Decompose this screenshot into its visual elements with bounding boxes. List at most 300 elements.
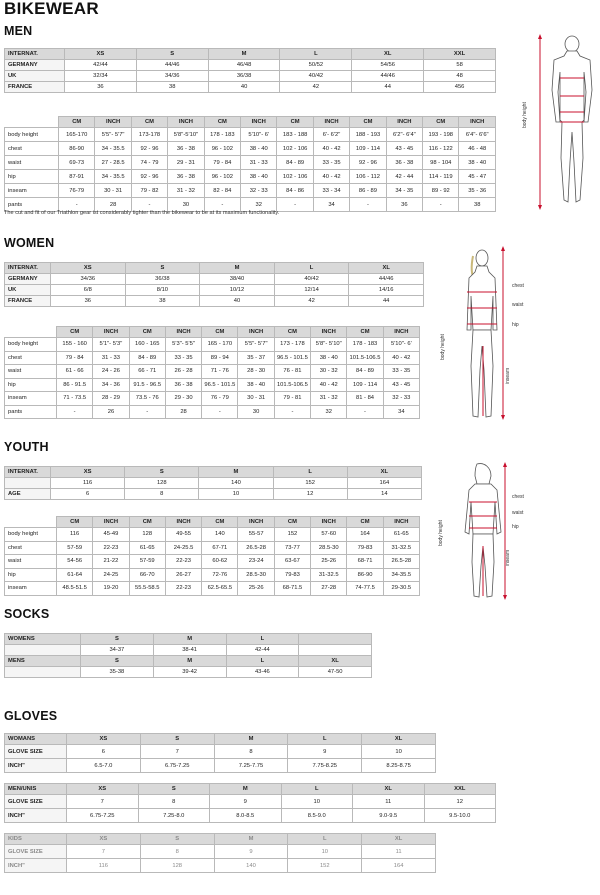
header-cell: INTERNAT. [5, 467, 51, 478]
cell: 24 - 26 [93, 365, 129, 379]
row-label: GERMANY [5, 274, 51, 285]
cell: 28 - 30 [238, 365, 274, 379]
cell: - [202, 405, 238, 419]
cell: - [204, 198, 240, 212]
cell: 47-50 [299, 667, 372, 678]
row-label: body height [5, 338, 57, 352]
table-row [5, 478, 422, 489]
table-row [5, 859, 436, 873]
cell: 33 - 35 [383, 365, 419, 379]
cell: 29 - 30 [165, 392, 201, 406]
cell: 86 - 91.5 [57, 378, 93, 392]
cell: 183 - 188 [277, 128, 313, 142]
cell: 7 [67, 845, 141, 859]
cell: 40 - 42 [313, 142, 349, 156]
cell: 164 [347, 528, 383, 542]
cell: - [350, 198, 386, 212]
cell: 22-23 [165, 582, 201, 596]
cell: 31-32.5 [383, 541, 419, 555]
cell: 164 [362, 859, 436, 873]
cell: 8.5-9.0 [281, 809, 353, 823]
cell: 7.25-8.0 [138, 809, 210, 823]
table-row [5, 645, 372, 656]
header-cell: CM [347, 517, 383, 528]
cell: 6.75-7.25 [140, 759, 214, 773]
cell: 48 [424, 71, 496, 82]
cell: 62.5-65.5 [202, 582, 238, 596]
row-label: inseam [5, 582, 57, 596]
header-cell: CM [129, 517, 165, 528]
cell: 96.5 - 101.5 [202, 378, 238, 392]
cell: 5'10"- 6' [241, 128, 277, 142]
cell: 31 - 33 [241, 156, 277, 170]
cell: 50/52 [280, 60, 352, 71]
cell: 116 [51, 478, 125, 489]
cell: 42-44 [226, 645, 299, 656]
men-heading: MEN [4, 24, 33, 38]
cell: 102 - 106 [277, 170, 313, 184]
row-label: pants [5, 198, 59, 212]
cell: 28.5-30 [311, 541, 347, 555]
header-cell: XS [67, 734, 141, 745]
cell: 96.5 - 101.5 [274, 351, 310, 365]
cell: 14/16 [349, 285, 424, 296]
cell: 9.5-10.0 [424, 809, 496, 823]
cell: 38 - 40 [238, 378, 274, 392]
cell: 7 [140, 745, 214, 759]
cell: 66-70 [129, 568, 165, 582]
table-row [5, 667, 372, 678]
row-label: GLOVE SIZE [5, 745, 67, 759]
cell: 109 - 114 [350, 142, 386, 156]
cell: 30 - 32 [311, 365, 347, 379]
row-label: AGE [5, 489, 51, 500]
cell: 38-41 [153, 645, 226, 656]
cell: 84 - 89 [129, 351, 165, 365]
youth-waist-label: waist [512, 510, 524, 516]
table-header-row [5, 467, 422, 478]
gloves-men-table [4, 783, 496, 823]
cell: 24-25 [93, 568, 129, 582]
women-hip-label: hip [512, 322, 519, 328]
table-row [5, 795, 496, 809]
table-row [5, 184, 496, 198]
row-label: GLOVE SIZE [5, 795, 67, 809]
cell: 11 [353, 795, 425, 809]
cell: 173-178 [131, 128, 167, 142]
table-row [5, 296, 424, 307]
cell: 58 [424, 60, 496, 71]
cell: 74 - 79 [131, 156, 167, 170]
cell: 22-23 [93, 541, 129, 555]
header-cell: INTERNAT. [5, 263, 51, 274]
header-cell: S [140, 834, 214, 845]
youth-chest-label: chest [512, 494, 524, 500]
cell: 76-79 [59, 184, 95, 198]
cell: 63-67 [274, 555, 310, 569]
row-label: FRANCE [5, 82, 65, 93]
cell: 61-64 [57, 568, 93, 582]
row-label: GLOVE SIZE [5, 845, 67, 859]
women-measure-table [4, 326, 420, 419]
cell: 42/44 [65, 60, 137, 71]
cell: 81 - 84 [347, 392, 383, 406]
cell: 21-22 [93, 555, 129, 569]
cell: 38 - 40 [311, 351, 347, 365]
cell: 29-30.5 [383, 582, 419, 596]
row-label [5, 645, 81, 656]
header-cell: M [214, 734, 288, 745]
women-inseam-label: inseam [505, 367, 511, 384]
row-label: inseam [5, 392, 57, 406]
cell: 60-62 [202, 555, 238, 569]
header-cell: INCH [95, 117, 131, 128]
row-label [5, 667, 81, 678]
row-label: hip [5, 170, 59, 184]
cell: 38/40 [200, 274, 275, 285]
cell: 73.5 - 76 [129, 392, 165, 406]
header-cell: INCH [459, 117, 496, 128]
table-row [5, 489, 422, 500]
row-label [5, 478, 51, 489]
header-cell: CM [59, 117, 95, 128]
cell: 43-46 [226, 667, 299, 678]
table-row [5, 745, 436, 759]
cell: 57-59 [57, 541, 93, 555]
table-row [5, 845, 436, 859]
cell: 26.5-28 [383, 555, 419, 569]
cell: 8 [125, 489, 199, 500]
cell: 44/46 [136, 60, 208, 71]
women-heading: WOMEN [4, 236, 55, 250]
cell: 173 - 178 [274, 338, 310, 352]
cell: 5'10"- 6' [383, 338, 419, 352]
cell: 7.25-7.75 [214, 759, 288, 773]
cell: 92 - 96 [131, 170, 167, 184]
header-cell: XS [65, 49, 137, 60]
table-header-row [5, 656, 372, 667]
cell: 28 - 29 [93, 392, 129, 406]
header-cell: CM [202, 327, 238, 338]
row-label: chest [5, 541, 57, 555]
cell: 57-60 [311, 528, 347, 542]
cell: 31 - 33 [93, 351, 129, 365]
row-label: INCH" [5, 809, 67, 823]
cell: 36 - 38 [165, 378, 201, 392]
cell: 26 [93, 405, 129, 419]
cell: 26.5-28 [238, 541, 274, 555]
cell: 152 [288, 859, 362, 873]
women-size-table [4, 262, 424, 307]
cell: 42 - 44 [386, 170, 422, 184]
cell: 38 [125, 296, 200, 307]
header-cell: INCH [238, 327, 274, 338]
cell [299, 645, 372, 656]
cell: 6.75-7.25 [67, 809, 139, 823]
cell: 44/46 [349, 274, 424, 285]
cell: 152 [273, 478, 347, 489]
header-cell: INCH [386, 117, 422, 128]
cell: 32 - 33 [241, 184, 277, 198]
cell: 128 [129, 528, 165, 542]
youth-measure-table [4, 516, 420, 596]
cell: 24-25.5 [165, 541, 201, 555]
cell: 87-91 [59, 170, 95, 184]
row-label: hip [5, 568, 57, 582]
cell: 31-32.5 [311, 568, 347, 582]
cell: 57-59 [129, 555, 165, 569]
cell: 76 - 81 [274, 365, 310, 379]
cell: 28 [165, 405, 201, 419]
row-label: GERMANY [5, 60, 65, 71]
cell: 9 [214, 845, 288, 859]
table-header-row [5, 117, 496, 128]
cell: 101.5-106.5 [347, 351, 383, 365]
cell: 34 [383, 405, 419, 419]
header-cell: INCH [93, 517, 129, 528]
table-row [5, 378, 420, 392]
cell: 42 [280, 82, 352, 93]
header-cell: INCH [383, 517, 419, 528]
cell: 155 - 160 [57, 338, 93, 352]
header-cell: L [226, 656, 299, 667]
table-row [5, 365, 420, 379]
cell: 96 - 102 [204, 142, 240, 156]
socks-table [4, 633, 372, 678]
gloves-heading: GLOVES [4, 709, 58, 723]
header-cell: S [81, 634, 154, 645]
cell: 160 - 165 [129, 338, 165, 352]
cell: 39-42 [153, 667, 226, 678]
cell: 6/8 [51, 285, 126, 296]
table-row [5, 82, 496, 93]
cell: 34/36 [136, 71, 208, 82]
cell: 5'1"- 5'3" [93, 338, 129, 352]
table-row [5, 809, 496, 823]
cell: 7.75-8.25 [288, 759, 362, 773]
row-label: hip [5, 378, 57, 392]
cell: 8.25-8.75 [362, 759, 436, 773]
cell: 109 - 114 [347, 378, 383, 392]
table-row [5, 759, 436, 773]
cell: 7 [67, 795, 139, 809]
cell: 79 - 84 [204, 156, 240, 170]
row-label: UK [5, 285, 51, 296]
cell: 6.5-7.0 [67, 759, 141, 773]
cell: 72-76 [202, 568, 238, 582]
table-row [5, 392, 420, 406]
cell: 30 - 31 [238, 392, 274, 406]
cell: 82 - 84 [204, 184, 240, 198]
cell: 34/36 [51, 274, 126, 285]
cell: 33 - 35 [165, 351, 201, 365]
hood-shape [475, 464, 491, 484]
youth-inseam-label: inseam [505, 549, 511, 566]
header-cell: S [81, 656, 154, 667]
cell: 54/56 [352, 60, 424, 71]
cell: 6 [67, 745, 141, 759]
cell: 44 [352, 82, 424, 93]
cell: 6'4"- 6'6" [459, 128, 496, 142]
cell: 32 - 33 [383, 392, 419, 406]
row-label: body height [5, 528, 57, 542]
cell: 8.0-8.5 [210, 809, 282, 823]
table-row [5, 274, 424, 285]
table-row [5, 142, 496, 156]
cell: 10/12 [200, 285, 275, 296]
cell: 36 [51, 296, 126, 307]
cell: 178 - 183 [347, 338, 383, 352]
cell: 38 - 40 [241, 142, 277, 156]
youth-size-table [4, 466, 422, 500]
cell: 22-23 [165, 555, 201, 569]
cell: 40 - 42 [313, 170, 349, 184]
cell: 38 [459, 198, 496, 212]
table-header-row [5, 634, 372, 645]
cell: 55.5-58.5 [129, 582, 165, 596]
header-cell: XL [353, 784, 425, 795]
header-cell [299, 634, 372, 645]
cell: 49-55 [165, 528, 201, 542]
youth-heading: YOUTH [4, 440, 49, 454]
table-row [5, 555, 420, 569]
cell: 45 - 47 [459, 170, 496, 184]
cell: - [274, 405, 310, 419]
cell: 10 [288, 845, 362, 859]
cell: 76 - 79 [202, 392, 238, 406]
header-cell: CM [423, 117, 459, 128]
header-cell: XL [352, 49, 424, 60]
legs-shape [471, 330, 493, 417]
header-cell: MEN/UNIS [5, 784, 67, 795]
cell: 33 - 35 [313, 156, 349, 170]
cell: 30 [238, 405, 274, 419]
cell: 102 - 106 [277, 142, 313, 156]
cell: 84 - 89 [347, 365, 383, 379]
table-header-row [5, 734, 436, 745]
cell: 92 - 96 [350, 156, 386, 170]
cell: 45-49 [93, 528, 129, 542]
cell: 46 - 48 [459, 142, 496, 156]
cell: 79-83 [347, 541, 383, 555]
page-title: BIKEWEAR [4, 0, 99, 18]
header-cell: XL [299, 656, 372, 667]
table-row [5, 338, 420, 352]
cell: 86 - 89 [350, 184, 386, 198]
men-size-table [4, 48, 496, 93]
header-cell: INCH [311, 517, 347, 528]
cell: 92 - 96 [131, 142, 167, 156]
cell: 34 - 35.5 [95, 170, 131, 184]
cell: 38 [136, 82, 208, 93]
cell: 5'8"-5'10" [168, 128, 204, 142]
torso-shape [552, 51, 592, 124]
cell: 42 [274, 296, 349, 307]
cell: 34-35.5 [383, 568, 419, 582]
cell: 40/42 [274, 274, 349, 285]
cell: 25-26 [238, 582, 274, 596]
cell: 71 - 73.5 [57, 392, 93, 406]
cell: 12 [424, 795, 496, 809]
cell: 69-73 [59, 156, 95, 170]
cell: 12 [273, 489, 347, 500]
row-label: UK [5, 71, 65, 82]
header-cell: M [153, 634, 226, 645]
table-header-row [5, 834, 436, 845]
header-cell: S [138, 784, 210, 795]
cell: 9 [210, 795, 282, 809]
cell: 89 - 94 [202, 351, 238, 365]
header-cell [5, 117, 59, 128]
cell: 28 [95, 198, 131, 212]
header-cell: M [153, 656, 226, 667]
legs-shape [561, 122, 583, 202]
cell: 79-83 [274, 568, 310, 582]
cell: 8 [214, 745, 288, 759]
table-row [5, 156, 496, 170]
header-cell: M [210, 784, 282, 795]
row-label: INCH" [5, 759, 67, 773]
table-row [5, 60, 496, 71]
header-cell: MENS [5, 656, 81, 667]
women-body-height-label: body height [440, 334, 446, 360]
men-fit-note: The cut and fit of our Triathlon gear ist considerably tighter than the bikewear to be at its maximum functionality. [4, 210, 280, 216]
table-row [5, 170, 496, 184]
header-cell: XL [349, 263, 424, 274]
header-cell: CM [277, 117, 313, 128]
cell: - [347, 405, 383, 419]
cell: 19-20 [93, 582, 129, 596]
row-label: inseam [5, 184, 59, 198]
header-cell [5, 327, 57, 338]
header-cell: M [214, 834, 288, 845]
women-body-figure [455, 246, 520, 422]
cell: 74-77.5 [347, 582, 383, 596]
header-cell: S [125, 467, 199, 478]
row-label: FRANCE [5, 296, 51, 307]
women-waist-label: waist [512, 302, 524, 308]
cell: 165 - 170 [202, 338, 238, 352]
torso-shape [465, 484, 501, 534]
cell: 34 - 36 [93, 378, 129, 392]
cell: 6 [51, 489, 125, 500]
cell: 8 [138, 795, 210, 809]
cell: 55-57 [238, 528, 274, 542]
cell: 40/42 [280, 71, 352, 82]
header-cell: L [281, 784, 353, 795]
header-cell: INCH [165, 327, 201, 338]
cell: 36/38 [208, 71, 280, 82]
torso-shape [467, 266, 497, 330]
cell: 165-170 [59, 128, 95, 142]
table-row [5, 405, 420, 419]
cell: 86-90 [347, 568, 383, 582]
cell: 5'5"- 5'7" [238, 338, 274, 352]
header-cell: M [208, 49, 280, 60]
table-header-row [5, 49, 496, 60]
cell: 36 [386, 198, 422, 212]
cell: 86-90 [59, 142, 95, 156]
cell: 116 [57, 528, 93, 542]
gloves-womans-table [4, 733, 436, 773]
cell: 40 [208, 82, 280, 93]
table-header-row [5, 784, 496, 795]
cell: 26-27 [165, 568, 201, 582]
youth-hip-label: hip [512, 524, 519, 530]
cell: 79 - 82 [131, 184, 167, 198]
header-cell: CM [274, 517, 310, 528]
header-cell: S [140, 734, 214, 745]
